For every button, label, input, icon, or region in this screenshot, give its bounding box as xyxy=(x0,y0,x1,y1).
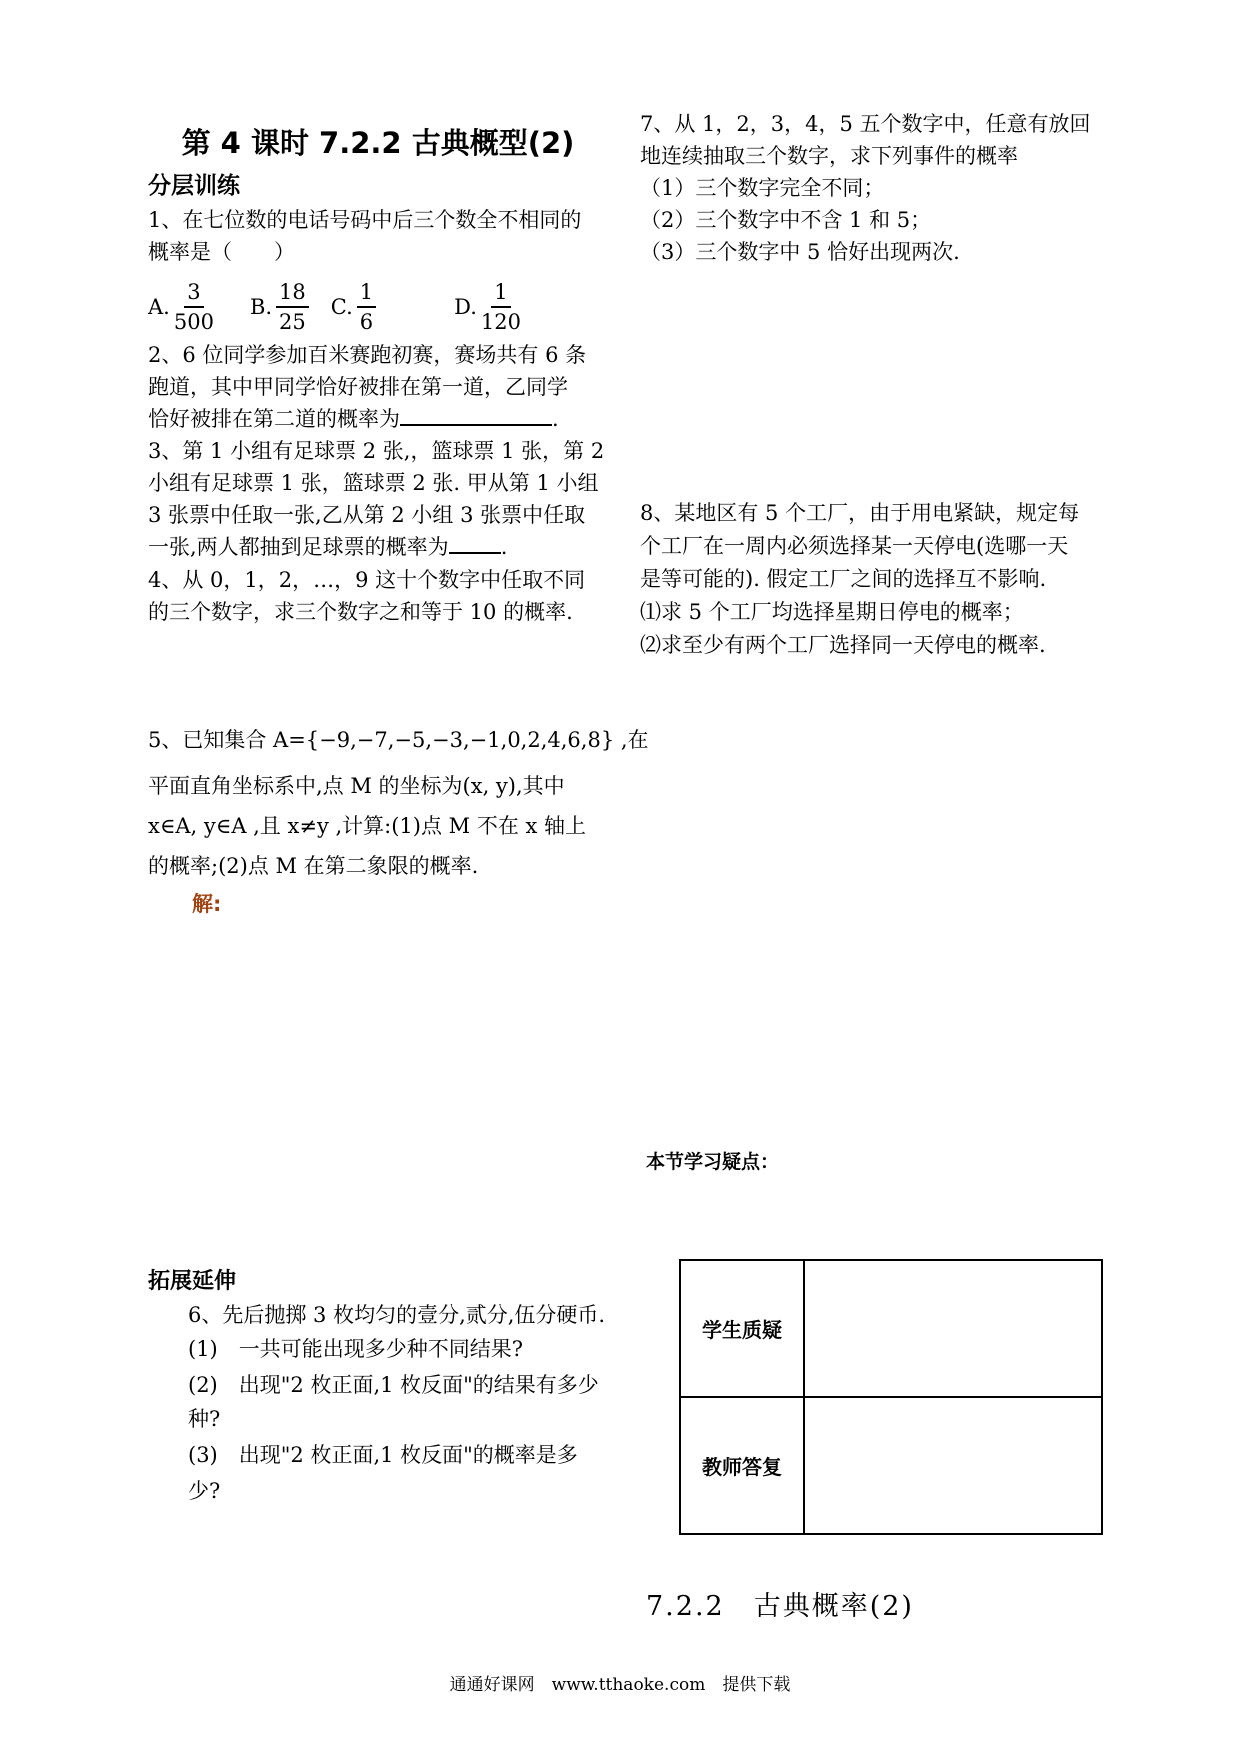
option-d xyxy=(454,278,521,336)
q8-line: 是等可能的). 假定工厂之间的选择互不影响. xyxy=(640,567,1047,591)
q7-line: 7、从 1，2，3，4，5 五个数字中，任意有放回 xyxy=(640,112,1091,136)
q4-line: 4、从 0，1，2，…，9 这十个数字中任取不同 xyxy=(148,568,586,592)
fraction xyxy=(357,278,376,336)
fraction xyxy=(276,278,309,336)
q2-line: 2、6 位同学参加百米赛跑初赛，赛场共有 6 条 xyxy=(148,343,587,367)
denominator: 120 xyxy=(480,310,522,334)
q1-line: 1、在七位数的电话号码中后三个数全不相同的 xyxy=(148,208,582,232)
denominator: 500 xyxy=(173,310,214,334)
numerator: 1 xyxy=(357,278,376,308)
q7-line: 地连续抽取三个数字，求下列事件的概率 xyxy=(640,144,1018,168)
q5-line: x∈A, y∈A ,且 x≠y ,计算:(1)点 M 不在 x 轴上 xyxy=(148,814,587,838)
q2-line xyxy=(148,405,559,433)
numerator: 1 xyxy=(491,278,510,308)
q7-line: （3）三个数字中 5 恰好出现两次. xyxy=(640,240,960,264)
q2-line: 跑道，其中甲同学恰好被排在第一道，乙同学 xyxy=(148,375,568,399)
page-title: 第 4 课时 7.2.2 古典概型(2) xyxy=(181,126,575,160)
q8-line: ⑴求 5 个工厂均选择星期日停电的概率； xyxy=(640,600,1024,624)
q7-line: （2）三个数字中不含 1 和 5； xyxy=(640,208,932,232)
denominator: 6 xyxy=(359,310,374,334)
student-question-cell[interactable] xyxy=(804,1260,1102,1397)
option-label: A. xyxy=(148,295,170,319)
q3-line: 3、第 1 小组有足球票 2 张,，篮球票 1 张，第 2 xyxy=(148,439,605,463)
numerator: 3 xyxy=(184,278,203,308)
option-c xyxy=(331,278,376,336)
fraction xyxy=(174,278,214,336)
answer-blank[interactable] xyxy=(449,534,501,554)
student-question-label: 学生质疑 xyxy=(680,1260,804,1397)
q5-line: 5、已知集合 A={−9,−7,−5,−3,−1,0,2,4,6,8} ,在 xyxy=(148,728,649,752)
q7-line: （1）三个数字完全不同； xyxy=(640,176,885,200)
q8-line: ⑵求至少有两个工厂选择同一天停电的概率. xyxy=(640,633,1046,657)
option-label: B. xyxy=(249,295,273,319)
q3-line xyxy=(148,533,507,561)
denominator: 25 xyxy=(279,310,306,334)
q4-line: 的三个数字，求三个数字之和等于 10 的概率. xyxy=(148,600,573,624)
q6-line: 种? xyxy=(188,1407,221,1431)
q6-line: 少? xyxy=(188,1479,221,1503)
q1-line: 概率是（ ） xyxy=(148,240,295,264)
option-a xyxy=(148,278,214,336)
q6-line: (3) 出现"2 枚正面,1 枚反面"的概率是多 xyxy=(188,1443,578,1467)
q6-line: (2) 出现"2 枚正面,1 枚反面"的结果有多少 xyxy=(188,1373,599,1397)
fraction xyxy=(481,278,521,336)
doubts-label: 本节学习疑点： xyxy=(646,1151,780,1173)
q8-line: 个工厂在一周内必须选择某一天停电(选哪一天 xyxy=(640,534,1069,558)
q6-line: (1) 一共可能出现多少种不同结果? xyxy=(188,1337,524,1361)
section-heading-layered-training: 分层训练 xyxy=(148,173,240,199)
q3-text: 一张,两人都抽到足球票的概率为 xyxy=(148,535,449,559)
numerator: 18 xyxy=(276,278,309,308)
q5-line: 的概率;(2)点 M 在第二象限的概率. xyxy=(148,854,479,878)
footer-source: 通通好课网 www.tthaoke.com 提供下载 xyxy=(449,1675,791,1695)
option-b xyxy=(250,278,309,336)
q1-options xyxy=(148,278,543,336)
option-label: C. xyxy=(330,295,353,319)
q3-line: 小组有足球票 1 张，篮球票 2 张. 甲从第 1 小组 xyxy=(148,471,599,495)
teacher-reply-cell[interactable] xyxy=(804,1397,1102,1534)
q5-line: 平面直角坐标系中,点 M 的坐标为(x, y),其中 xyxy=(148,774,565,798)
q2-end: . xyxy=(552,407,559,431)
section-heading-extension: 拓展延伸 xyxy=(148,1269,237,1294)
teacher-reply-label: 教师答复 xyxy=(680,1397,804,1534)
answer-blank[interactable] xyxy=(400,406,552,426)
q6-line: 6、先后抛掷 3 枚均匀的壹分,贰分,伍分硬币. xyxy=(188,1303,606,1327)
lesson-subtitle: 7.2.2 古典概率(2) xyxy=(646,1591,914,1622)
q8-line: 8、某地区有 5 个工厂，由于用电紧缺，规定每 xyxy=(640,501,1080,525)
q3-end: . xyxy=(500,535,508,559)
qa-table xyxy=(679,1259,1103,1535)
answer-label: 解: xyxy=(192,892,222,916)
option-label: D. xyxy=(454,295,477,319)
q3-line: 3 张票中任取一张,乙从第 2 小组 3 张票中任取 xyxy=(148,503,586,527)
q2-text: 恰好被排在第二道的概率为 xyxy=(148,407,400,431)
